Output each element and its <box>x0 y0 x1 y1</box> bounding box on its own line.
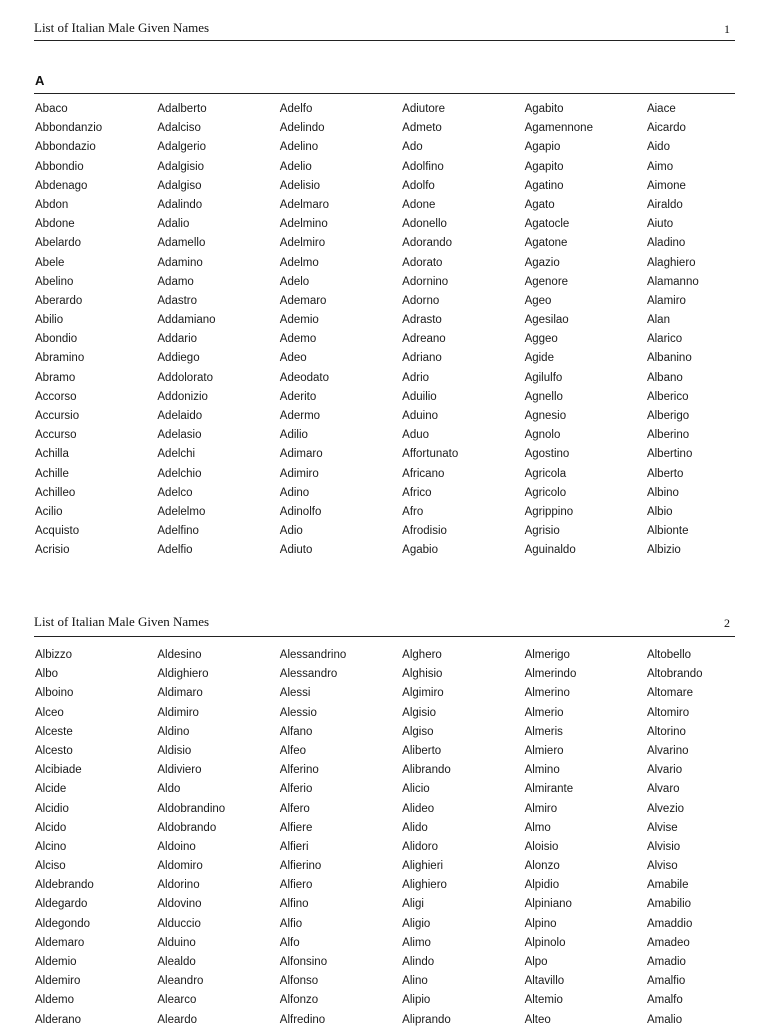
list-item: Adio <box>279 525 303 538</box>
list-item: Aiuto <box>646 218 674 231</box>
list-item: Alideo <box>402 802 435 815</box>
list-item: Adino <box>279 486 310 499</box>
list-item: Alferio <box>279 783 313 796</box>
list-item: Aldighiero <box>157 668 209 681</box>
list-item: Algimiro <box>402 687 444 700</box>
list-item: Aldemo <box>35 994 74 1007</box>
list-item: Alferino <box>279 764 319 777</box>
list-item: Adalciso <box>157 122 201 135</box>
list-item: Agato <box>524 198 555 211</box>
list-item: Adornino <box>402 275 449 288</box>
list-item: Adelmiro <box>279 237 326 250</box>
list-item: Aduilio <box>402 390 437 403</box>
list-item: Alpidio <box>524 879 560 892</box>
list-item: Adelasio <box>157 429 202 442</box>
list-item: Aladino <box>646 237 686 250</box>
name-column <box>647 647 768 1031</box>
page-2 <box>0 596 768 1024</box>
list-item: Adelmo <box>279 256 319 269</box>
list-item: Adastro <box>157 294 198 307</box>
list-item: Adolfo <box>402 179 435 192</box>
list-item: Alceo <box>35 706 64 719</box>
list-item: Alcesto <box>35 744 73 757</box>
list-item: Agnolo <box>524 429 561 442</box>
list-item: Agricolo <box>524 486 567 499</box>
list-item: Albo <box>35 668 59 681</box>
list-item: Agazio <box>524 256 560 269</box>
list-item: Admeto <box>402 122 442 135</box>
list-item: Aggeo <box>524 333 558 346</box>
list-item: Alfierino <box>279 860 322 873</box>
list-item: Addario <box>157 333 198 346</box>
list-item: Alamiro <box>646 294 686 307</box>
list-item: Alpino <box>524 917 557 930</box>
list-item: Aligi <box>402 898 424 911</box>
list-item: Alighiero <box>402 879 447 892</box>
list-item: Alghero <box>402 649 442 661</box>
name-column <box>35 101 157 562</box>
list-item: Adeodato <box>279 371 330 384</box>
list-item: Agnesio <box>524 410 567 422</box>
name-column <box>647 101 768 562</box>
list-item: Aldegardo <box>35 898 88 911</box>
list-item: Agatocle <box>524 218 570 231</box>
list-item: Algiso <box>402 725 434 738</box>
list-item: Agatino <box>524 179 564 192</box>
list-item: Alfino <box>279 898 309 911</box>
list-item: Albino <box>646 486 679 499</box>
list-item: Alonzo <box>524 860 560 873</box>
names-grid <box>35 101 768 562</box>
list-item: Adilio <box>279 429 308 442</box>
list-item: Adelfio <box>157 544 193 557</box>
list-item: Adelindo <box>279 122 325 135</box>
list-item: Agatone <box>524 237 568 250</box>
list-item: Alessio <box>279 706 317 719</box>
list-item: Aldegondo <box>35 917 90 930</box>
name-column <box>402 647 524 1031</box>
list-item: Ademio <box>279 314 319 327</box>
list-item: Aldomiro <box>157 860 203 873</box>
list-item: Acrisio <box>35 544 70 557</box>
list-item: Adinolfo <box>279 505 322 518</box>
list-item: Adelchio <box>157 467 202 480</box>
list-item: Aguinaldo <box>524 544 576 557</box>
list-item: Adalio <box>157 218 190 231</box>
list-item: Aduino <box>402 410 438 422</box>
list-item: Aldemio <box>35 956 77 968</box>
list-item: Altomare <box>646 687 693 700</box>
name-column <box>35 647 157 1031</box>
list-item: Alvezio <box>646 802 685 815</box>
list-item: Aloisio <box>524 840 559 853</box>
list-item: Alcide <box>35 783 67 796</box>
list-item: Altemio <box>524 994 563 1007</box>
list-item: Alduccio <box>157 917 201 930</box>
page-number: 2 <box>724 616 730 630</box>
list-item: Abdon <box>35 198 69 211</box>
list-item: Alteo <box>524 1013 551 1026</box>
list-item: Adelaido <box>157 410 203 422</box>
list-item: Agnello <box>524 390 563 403</box>
list-item: Alan <box>646 314 670 327</box>
list-item: Amalfio <box>646 975 686 988</box>
list-item: Amaddio <box>646 917 693 930</box>
list-item: Alarico <box>646 333 683 346</box>
list-item: Aldimaro <box>157 687 203 700</box>
list-item: Achille <box>35 467 69 480</box>
list-item: Alealdo <box>157 956 196 968</box>
list-item: Adalberto <box>157 103 207 115</box>
list-item: Algisio <box>402 706 437 719</box>
list-item: Adelo <box>279 275 310 288</box>
list-item: Alberico <box>646 390 689 403</box>
list-item: Altavillo <box>524 975 565 988</box>
list-item: Alessandrino <box>279 649 347 661</box>
list-item: Aldino <box>157 725 190 738</box>
list-item: Aimone <box>646 179 686 192</box>
list-item: Aldobrandino <box>157 802 226 815</box>
list-item: Alcibiade <box>35 764 82 777</box>
list-item: Abele <box>35 256 65 269</box>
list-item: Adelmaro <box>279 198 329 211</box>
list-item: Alduino <box>157 936 196 949</box>
list-item: Albano <box>646 371 683 384</box>
list-item: Aicardo <box>646 122 686 135</box>
list-item: Alderano <box>35 1013 82 1026</box>
list-item: Alviso <box>646 860 678 873</box>
document-title: List of Italian Male Given Names <box>34 614 210 629</box>
list-item: Addolorato <box>157 371 214 384</box>
list-item: Aldemaro <box>35 936 85 949</box>
list-item: Alearco <box>157 994 197 1007</box>
list-item: Achilla <box>35 448 69 461</box>
list-item: Aldiviero <box>157 764 202 777</box>
name-column <box>280 101 402 562</box>
list-item: Afrodisio <box>402 525 447 538</box>
list-item: Albio <box>646 505 673 518</box>
page-header <box>34 596 735 637</box>
list-item: Alcidio <box>35 802 69 815</box>
list-item: Adorato <box>402 256 443 269</box>
list-item: Albertino <box>646 448 693 461</box>
list-item: Adelino <box>279 141 319 154</box>
list-item: Aliprando <box>402 1013 451 1026</box>
list-item: Alfo <box>279 936 300 949</box>
list-item: Almiro <box>524 802 558 815</box>
list-item: Amadio <box>646 956 686 968</box>
list-item: Almo <box>524 821 551 834</box>
list-item: Agapio <box>524 141 561 154</box>
name-column <box>157 647 279 1031</box>
list-item: Adamello <box>157 237 206 250</box>
list-item: Alido <box>402 821 428 834</box>
list-item: Abaco <box>35 103 68 115</box>
list-item: Aldebrando <box>35 879 94 892</box>
list-item: Adolfino <box>402 160 444 173</box>
list-item: Agapito <box>524 160 564 173</box>
names-grid <box>35 647 768 1031</box>
list-item: Adelco <box>157 486 193 499</box>
list-item: Almerino <box>524 687 570 700</box>
list-item: Alfredino <box>279 1013 326 1026</box>
list-item: Adeo <box>279 352 307 365</box>
list-item: Adalgerio <box>157 141 206 154</box>
list-item: Abdone <box>35 218 75 231</box>
list-item: Aldovino <box>157 898 202 911</box>
list-item: Adalgiso <box>157 179 202 192</box>
list-item: Alfonzo <box>279 994 319 1007</box>
list-item: Adrasto <box>402 314 442 327</box>
list-item: Agenore <box>524 275 569 288</box>
list-item: Alfeo <box>279 744 306 757</box>
list-item: Alino <box>402 975 428 988</box>
list-item: Afro <box>402 505 424 518</box>
list-item: Africano <box>402 467 445 480</box>
list-item: Abramo <box>35 371 76 384</box>
list-item: Almerio <box>524 706 564 719</box>
list-item: Alghisio <box>402 668 443 681</box>
list-item: Abramino <box>35 352 85 365</box>
list-item: Abdenago <box>35 179 88 192</box>
list-item: Accursio <box>35 410 80 422</box>
list-item: Almirante <box>524 783 574 796</box>
list-item: Abilio <box>35 314 64 327</box>
name-column <box>157 101 279 562</box>
list-item: Adorando <box>402 237 453 250</box>
list-item: Amabilio <box>646 898 692 911</box>
list-item: Alfonso <box>279 975 319 988</box>
list-item: Adorno <box>402 294 440 307</box>
list-item: Agamennone <box>524 122 593 135</box>
list-item: Aberardo <box>35 294 83 307</box>
list-item: Adelfino <box>157 525 199 538</box>
list-item: Accorso <box>35 390 77 403</box>
list-item: Amadeo <box>646 936 690 949</box>
list-item: Adermo <box>279 410 321 422</box>
list-item: Alfonsino <box>279 956 328 968</box>
list-item: Abbondanzio <box>35 122 103 135</box>
list-item: Adimiro <box>279 467 319 480</box>
list-item: Altomiro <box>646 706 690 719</box>
list-item: Adrio <box>402 371 430 384</box>
list-item: Alcino <box>35 840 67 853</box>
list-item: Alfero <box>279 802 310 815</box>
list-item: Alibrando <box>402 764 451 777</box>
list-item: Alindo <box>402 956 435 968</box>
list-item: Aleardo <box>157 1013 198 1026</box>
list-item: Aderito <box>279 390 317 403</box>
list-item: Adiutore <box>402 103 446 115</box>
name-column <box>525 101 647 562</box>
list-item: Alfieri <box>279 840 309 853</box>
list-item: Ado <box>402 141 423 154</box>
list-item: Almeris <box>524 725 563 738</box>
list-item: Airaldo <box>646 198 683 211</box>
list-item: Amabile <box>646 879 689 892</box>
list-item: Alberto <box>646 467 684 480</box>
list-item: Alamanno <box>646 275 699 288</box>
list-item: Aligio <box>402 917 431 930</box>
section-heading <box>34 72 735 94</box>
list-item: Addiego <box>157 352 200 365</box>
list-item: Alceste <box>35 725 73 738</box>
list-item: Alaghiero <box>646 256 696 269</box>
list-item: Alcido <box>35 821 67 834</box>
list-item: Adamino <box>157 256 203 269</box>
list-item: Alpo <box>524 956 548 968</box>
name-column <box>525 647 647 1031</box>
list-item: Adalindo <box>157 198 203 211</box>
list-item: Adreano <box>402 333 446 346</box>
list-item: Aldobrando <box>157 821 217 834</box>
list-item: Abbondazio <box>35 141 96 154</box>
list-item: Amalio <box>646 1013 683 1026</box>
list-item: Alidoro <box>402 840 438 853</box>
list-item: Achilleo <box>35 486 76 499</box>
list-item: Ademaro <box>279 294 327 307</box>
list-item: Adiuto <box>279 544 313 557</box>
list-item: Adone <box>402 198 436 211</box>
list-item: Almino <box>524 764 560 777</box>
list-item: Adelfo <box>279 103 313 115</box>
list-item: Aldorino <box>157 879 200 892</box>
list-item: Addamiano <box>157 314 216 327</box>
list-item: Alimo <box>402 936 431 949</box>
list-item: Alvisio <box>646 840 681 853</box>
list-item: Adonello <box>402 218 447 231</box>
list-item: Alfiero <box>279 879 313 892</box>
list-item: Abbondio <box>35 160 84 173</box>
list-item: Ademo <box>279 333 317 346</box>
list-item: Agilulfo <box>524 371 563 384</box>
list-item: Abelardo <box>35 237 82 250</box>
list-item: Albanino <box>646 352 692 365</box>
list-item: Alfiere <box>279 821 313 834</box>
list-item: Alfio <box>279 917 303 930</box>
name-column <box>280 647 402 1031</box>
list-item: Albionte <box>646 525 689 538</box>
list-item: Adelisio <box>279 179 321 192</box>
list-item: Adelelmo <box>157 505 206 518</box>
name-column <box>402 101 524 562</box>
list-item: Alessi <box>279 687 311 700</box>
list-item: Aldisio <box>157 744 192 757</box>
list-item: Aliberto <box>402 744 442 757</box>
list-item: Amalfo <box>646 994 683 1007</box>
list-item: Alciso <box>35 860 66 873</box>
page-header <box>34 0 735 41</box>
list-item: Alpinolo <box>524 936 566 949</box>
list-item: Alvario <box>646 764 683 777</box>
list-item: Alberigo <box>646 410 690 422</box>
list-item: Adelchi <box>157 448 196 461</box>
list-item: Aimo <box>646 160 674 173</box>
list-item: Altobrando <box>646 668 703 681</box>
list-item: Aldemiro <box>35 975 81 988</box>
list-item: Ageo <box>524 294 552 307</box>
list-item: Alvarino <box>646 744 689 757</box>
list-item: Aduo <box>402 429 430 442</box>
list-item: Agostino <box>524 448 570 461</box>
list-item: Aldesino <box>157 649 202 661</box>
list-item: Aiace <box>646 103 676 115</box>
list-item: Alfano <box>279 725 313 738</box>
list-item: Alvaro <box>646 783 680 796</box>
list-item: Agide <box>524 352 554 365</box>
list-item: Alessandro <box>279 668 338 681</box>
list-item: Aldimiro <box>157 706 199 719</box>
page-number: 1 <box>724 22 730 36</box>
list-item: Adalgisio <box>157 160 205 173</box>
list-item: Abelino <box>35 275 74 288</box>
list-item: Almiero <box>524 744 564 757</box>
list-item: Agabito <box>524 103 564 115</box>
list-item: Acilio <box>35 505 63 518</box>
list-item: Aleandro <box>157 975 204 988</box>
list-item: Alipio <box>402 994 431 1007</box>
list-item: Adelmino <box>279 218 328 231</box>
list-item: Agabio <box>402 544 438 557</box>
list-item: Adelio <box>279 160 312 173</box>
list-item: Agesilao <box>524 314 569 327</box>
list-item: Abondio <box>35 333 78 346</box>
list-item: Albizio <box>646 544 681 557</box>
list-item: Aldoino <box>157 840 196 853</box>
list-item: Altorino <box>646 725 686 738</box>
list-item: Accurso <box>35 429 77 442</box>
list-item: Altobello <box>646 649 692 661</box>
list-item: Alberino <box>646 429 690 442</box>
list-item: Alboino <box>35 687 74 700</box>
list-item: Alighieri <box>402 860 444 873</box>
list-item: Agrisio <box>524 525 560 538</box>
list-item: Alvise <box>646 821 678 834</box>
list-item: Addonizio <box>157 390 208 403</box>
list-item: Alicio <box>402 783 430 796</box>
list-item: Aido <box>646 141 670 154</box>
list-item: Agrippino <box>524 505 574 518</box>
list-item: Alpiniano <box>524 898 572 911</box>
list-item: Adamo <box>157 275 194 288</box>
list-item: Albizzo <box>35 649 73 661</box>
list-item: Aldo <box>157 783 181 796</box>
list-item: Almerigo <box>524 649 570 661</box>
list-item: Acquisto <box>35 525 80 538</box>
list-item: Adriano <box>402 352 442 365</box>
list-item: Africo <box>402 486 432 499</box>
list-item: Almerindo <box>524 668 577 681</box>
list-item: Affortunato <box>402 448 459 461</box>
section-letter: A <box>35 73 45 88</box>
list-item: Adimaro <box>279 448 323 461</box>
list-item: Agricola <box>524 467 567 480</box>
document-title: List of Italian Male Given Names <box>34 20 210 35</box>
